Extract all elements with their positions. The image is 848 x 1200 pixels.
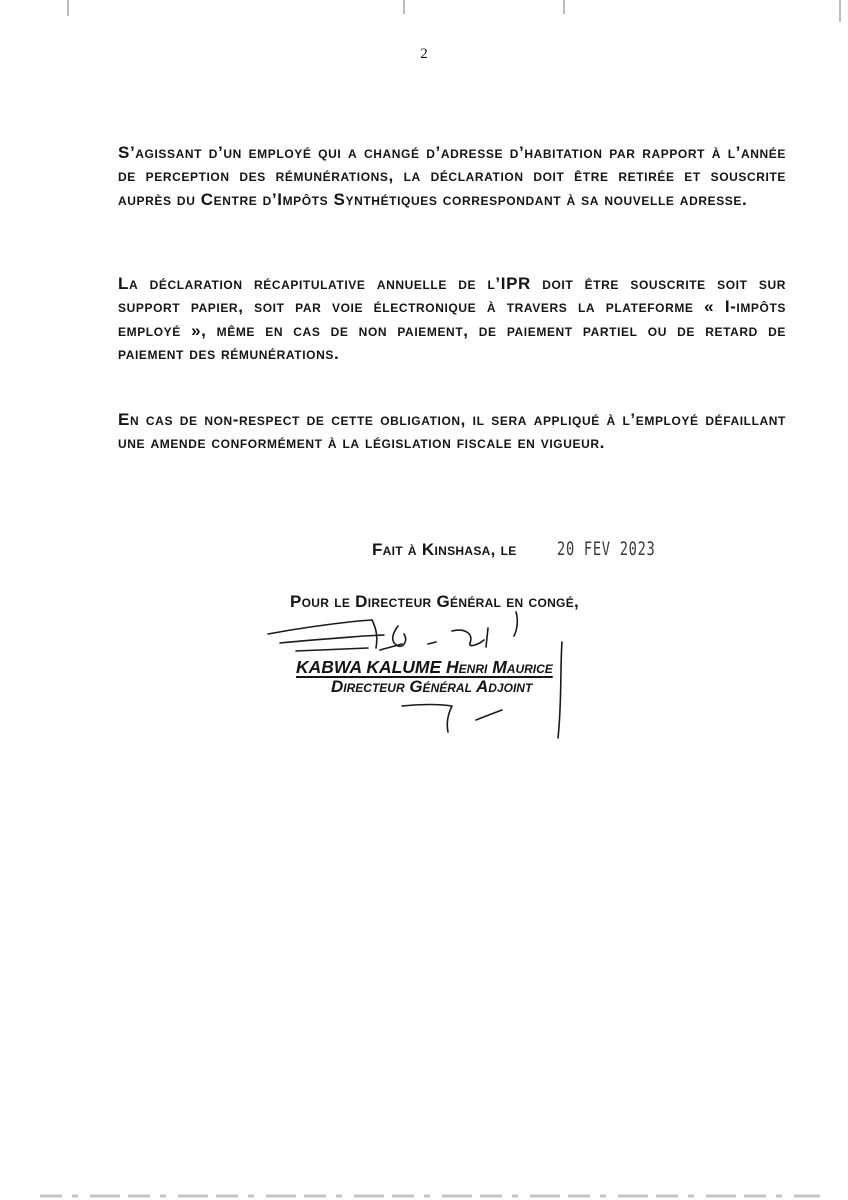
date-stamp: 20 FEV 2023: [557, 538, 656, 560]
signatory-title: Directeur Général Adjoint: [331, 677, 533, 696]
place-line: Fait à Kinshasa, le: [372, 540, 517, 559]
page-number: 2: [420, 46, 428, 62]
paragraph-penalty: En cas de non-respect de cette obligation, il sera appliqué à l’employé défaillant une amende conformément à la législation fiscale en vigueur.: [118, 410, 786, 453]
paragraph-declaration-support: La déclaration récapitulative annuelle de l’IPR doit être souscrite soit sur support papier, soit par voie électronique à travers la plateforme « I-impôts employé », même en cas de non paiement, de paiement partiel ou de retard de paiement des rémunérations.: [118, 274, 786, 363]
signatory-name: KABWA KALUME Henri Maurice: [296, 657, 553, 677]
paragraph-address-change: S’agissant d’un employé qui a changé d’adresse d’habitation par rapport à l’année de perception des rémunérations, la déclaration doit être retirée et souscrite auprès du Centre d’Impôts Synthétiques correspondant à sa nouvelle adresse.: [118, 143, 786, 209]
on-behalf-line: Pour le Directeur Général en congé,: [290, 592, 580, 611]
